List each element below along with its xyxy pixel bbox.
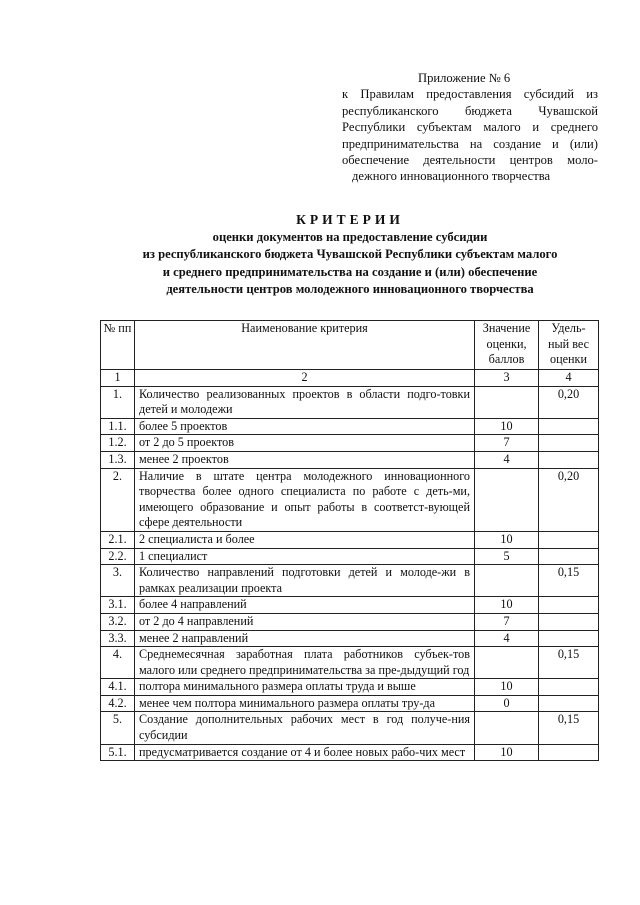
criterion-name: Среднемесячная заработная плата работников субъек-тов малого или среднего предпринимательства за пре-дыдущий год — [135, 647, 475, 679]
index-cell: 3 — [475, 370, 539, 387]
table-row — [101, 712, 599, 744]
row-number: 4.2. — [101, 695, 135, 712]
criterion-score: 4 — [475, 451, 539, 468]
table-row — [101, 565, 599, 597]
table-header-row — [101, 321, 599, 370]
criterion-score: 0 — [475, 695, 539, 712]
criteria-table — [100, 320, 599, 761]
row-number: 1.1. — [101, 418, 135, 435]
row-number: 5.1. — [101, 744, 135, 761]
criterion-score: 10 — [475, 597, 539, 614]
row-number: 3.3. — [101, 630, 135, 647]
header-value: Значение оценки, баллов — [475, 321, 539, 370]
row-number: 2. — [101, 468, 135, 531]
criterion-name: более 4 направлений — [135, 597, 475, 614]
row-number: 1.3. — [101, 451, 135, 468]
criterion-name: более 5 проектов — [135, 418, 475, 435]
row-number: 2.1. — [101, 531, 135, 548]
criterion-score: 4 — [475, 630, 539, 647]
criterion-score — [475, 712, 539, 744]
table-row — [101, 647, 599, 679]
table-row — [101, 597, 599, 614]
criterion-weight: 0,20 — [539, 468, 599, 531]
criterion-weight — [539, 531, 599, 548]
criterion-weight — [539, 597, 599, 614]
row-number: 5. — [101, 712, 135, 744]
criterion-weight — [539, 630, 599, 647]
appendix-line: республиканского бюджета Чувашской — [342, 103, 598, 118]
table-row — [101, 531, 599, 548]
criteria-body — [101, 386, 599, 761]
appendix-heading: Приложение № 6 — [418, 71, 511, 85]
criterion-score — [475, 468, 539, 531]
criterion-name: менее чем полтора минимального размера оплаты тру-да — [135, 695, 475, 712]
header-weight: Удель-ный вес оценки — [539, 321, 599, 370]
criterion-weight — [539, 548, 599, 565]
row-number: 3. — [101, 565, 135, 597]
criterion-score: 7 — [475, 613, 539, 630]
table-row — [101, 468, 599, 531]
appendix-line: к Правилам предоставления субсидий из — [342, 87, 598, 102]
row-number: 4. — [101, 647, 135, 679]
criterion-name: менее 2 направлений — [135, 630, 475, 647]
criterion-weight: 0,20 — [539, 386, 599, 418]
table-index-row — [101, 370, 599, 387]
table-row — [101, 695, 599, 712]
criterion-score: 10 — [475, 679, 539, 696]
criterion-score: 10 — [475, 744, 539, 761]
row-number: 3.2. — [101, 613, 135, 630]
header-name: Наименование критерия — [135, 321, 475, 370]
table-row — [101, 630, 599, 647]
criterion-score: 10 — [475, 418, 539, 435]
table-row — [101, 548, 599, 565]
criterion-name: Количество направлений подготовки детей и молоде-жи в рамках реализации проекта — [135, 565, 475, 597]
criterion-score — [475, 386, 539, 418]
table-row — [101, 451, 599, 468]
criterion-name: Количество реализованных проектов в области подго-товки детей и молодежи — [135, 386, 475, 418]
document-title — [100, 211, 600, 299]
criterion-weight — [539, 679, 599, 696]
criterion-weight — [539, 613, 599, 630]
criterion-score — [475, 565, 539, 597]
appendix-block — [342, 70, 598, 185]
table-row — [101, 435, 599, 452]
criterion-weight — [539, 744, 599, 761]
criterion-name: от 2 до 4 направлений — [135, 613, 475, 630]
title-line: и среднего предпринимательства на создание и (или) обеспечение — [162, 264, 538, 279]
criterion-score: 10 — [475, 531, 539, 548]
index-cell: 2 — [135, 370, 475, 387]
criterion-name: Создание дополнительных рабочих мест в год получе-ния субсидии — [135, 712, 475, 744]
criterion-score — [475, 647, 539, 679]
criterion-score: 7 — [475, 435, 539, 452]
appendix-line: обеспечение деятельности центров моло- — [342, 153, 598, 168]
row-number: 1. — [101, 386, 135, 418]
criterion-name: 1 специалист — [135, 548, 475, 565]
criterion-name: Наличие в штате центра молодежного инновационного творчества более одного специалиста по работе с деть-ми, имеющего образование и опыт работы в соответст-вующей сфере деятельности — [135, 468, 475, 531]
index-cell: 1 — [101, 370, 135, 387]
title-line: оценки документов на предоставление субсидии — [212, 229, 488, 244]
criterion-weight — [539, 418, 599, 435]
title-line: из республиканского бюджета Чувашской Республики субъектам малого — [142, 247, 558, 262]
appendix-line: Республики субъектам малого и среднего — [342, 120, 598, 135]
row-number: 2.2. — [101, 548, 135, 565]
title-main: КРИТЕРИИ — [296, 212, 404, 227]
table-row — [101, 744, 599, 761]
criterion-weight — [539, 451, 599, 468]
table-row — [101, 613, 599, 630]
table-row — [101, 386, 599, 418]
criterion-weight — [539, 695, 599, 712]
table-row — [101, 418, 599, 435]
row-number: 3.1. — [101, 597, 135, 614]
title-line: деятельности центров молодежного инновационного творчества — [166, 282, 534, 297]
row-number: 4.1. — [101, 679, 135, 696]
criterion-weight: 0,15 — [539, 712, 599, 744]
criterion-name: полтора минимального размера оплаты труда и выше — [135, 679, 475, 696]
criterion-weight: 0,15 — [539, 565, 599, 597]
criterion-name: 2 специалиста и более — [135, 531, 475, 548]
header-num: № пп — [101, 321, 135, 370]
criterion-name: менее 2 проектов — [135, 451, 475, 468]
criterion-score: 5 — [475, 548, 539, 565]
index-cell: 4 — [539, 370, 599, 387]
criterion-weight — [539, 435, 599, 452]
table-row — [101, 679, 599, 696]
criterion-name: предусматривается создание от 4 и более новых рабо-чих мест — [135, 744, 475, 761]
criterion-weight: 0,15 — [539, 647, 599, 679]
appendix-line: дежного инновационного творчества — [352, 169, 551, 184]
row-number: 1.2. — [101, 435, 135, 452]
criterion-name: от 2 до 5 проектов — [135, 435, 475, 452]
appendix-line: предпринимательства на создание и (или) — [342, 136, 598, 151]
